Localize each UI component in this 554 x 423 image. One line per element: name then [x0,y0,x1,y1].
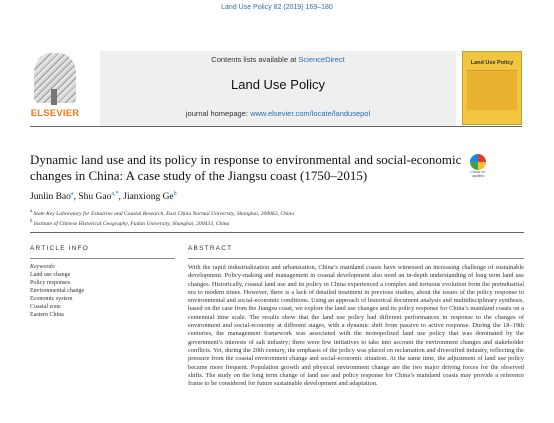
section-divider [30,232,524,233]
article-info-heading: ARTICLE INFO [30,245,90,252]
cover-artwork [467,70,517,110]
keyword-item: Economic system [30,295,73,302]
abstract-text: With the rapid industrialization and urbanization, China’s mainland coasts have witnessed an increasing challenge of sustainable development. Policy-making and management in coastal development also need an in-depth understanding of long term land use changes. Historically, coastal land use and its policy in China experienced a complex and tortuous evolution from the preindustrial era to modern times. However, there is a lack of detailed treatment in previous studies, about the issues of the policy response to environmental and social-economic conditions. Using an approach of historical document analysis and multidisciplinary synthesis, based on the case from the Jiangsu coast, we explore the land use changes and its policy response for China’s mainland coasts on a centennial time scale. The results show that the land use policy had different performances in response to the changes of environment and social-economy at different stages, with a dynamic shift from passive to active response. During the 18–19th centuries, the management framework was associated with the monopolized land use policy that was dominated by the government’s interests of salt industry; there were few initiatives to take into account the environment changes and stakeholder conflicts. Yet, during the 20th century, the emphasis of the policy was placed on reclamation and diversified industry, reflecting the pressure from the coastal environment change and social-economic situation. At the same time, the adjustment of land use policy became more frequent. Population growth and physical environment change are the two major driving forces for the observed shifts. The study on the long term change of land use and policy response for China’s mainland coasts may provide a reference frame to be considered for future sustainable development and adaptation. [188,264,524,388]
elsevier-logo[interactable] [30,51,80,121]
contents-line [100,55,456,64]
author-list: Junlin Bao$^a$, Shu Gao$^{a,*}$, Jianxiong Ge$^b$ [30,191,177,203]
keyword-item: Coastal zone [30,303,61,310]
homepage-prefix: journal homepage: [185,109,251,118]
author-name[interactable]: Shu Gao [78,192,112,203]
affiliation-text: State Key Laboratory for Estuarine and Coastal Research, East China Normal University, Shanghai, 200062, China [33,210,295,217]
affiliation-item [30,208,510,218]
keywords-label: Keywords: [30,264,56,270]
affiliation-item [30,218,510,228]
article-title: Dynamic land use and its policy in response to environmental and social-economic changes in China: A case study of the Jiangsu coast (1750–2015) [30,152,462,183]
check-for-updates-button[interactable] [466,154,490,178]
abstract-heading: ABSTRACT [188,245,233,252]
affiliation-list [30,208,510,228]
author-name[interactable]: Junlin Bao [30,192,71,203]
keyword-item: Policy responses [30,279,71,286]
author-affiliation-marker[interactable]: a,* [111,191,119,197]
article-info-divider [30,258,175,259]
keyword-item: Eastern China [30,311,64,318]
keyword-list [30,272,84,319]
sciencedirect-link[interactable]: ScienceDirect [298,55,345,64]
cover-title: Land Use Policy [470,60,514,66]
journal-cover[interactable] [462,51,522,125]
crossmark-label: Check for updates [470,170,486,178]
journal-homepage-link[interactable]: www.elsevier.com/locate/landusepol [250,109,371,118]
author-affiliation-marker[interactable]: a [70,191,74,197]
contents-prefix: Contents lists available at [211,55,299,64]
author-name[interactable]: Jianxiong Ge [123,192,174,203]
abstract-divider [188,258,524,259]
affiliation-marker: b [30,218,33,224]
keyword-item: Environmental change [30,287,85,294]
crossmark-icon [470,154,486,170]
homepage-line [100,109,456,118]
journal-header-box [100,51,456,126]
journal-title: Land Use Policy [231,77,325,92]
elsevier-wordmark: ELSEVIER [30,108,80,119]
author-affiliation-marker[interactable]: b [173,191,177,197]
keyword-item: Land use change [30,272,71,278]
journal-banner [30,51,522,127]
affiliation-marker: a [30,209,33,214]
tree-trunk [51,89,57,105]
journal-citation[interactable]: Land Use Policy 82 (2019) 169–180 [221,4,333,11]
affiliation-text: Institute of Chinese Historical Geography, Fudan University, Shanghai, 200433, China [33,220,230,227]
